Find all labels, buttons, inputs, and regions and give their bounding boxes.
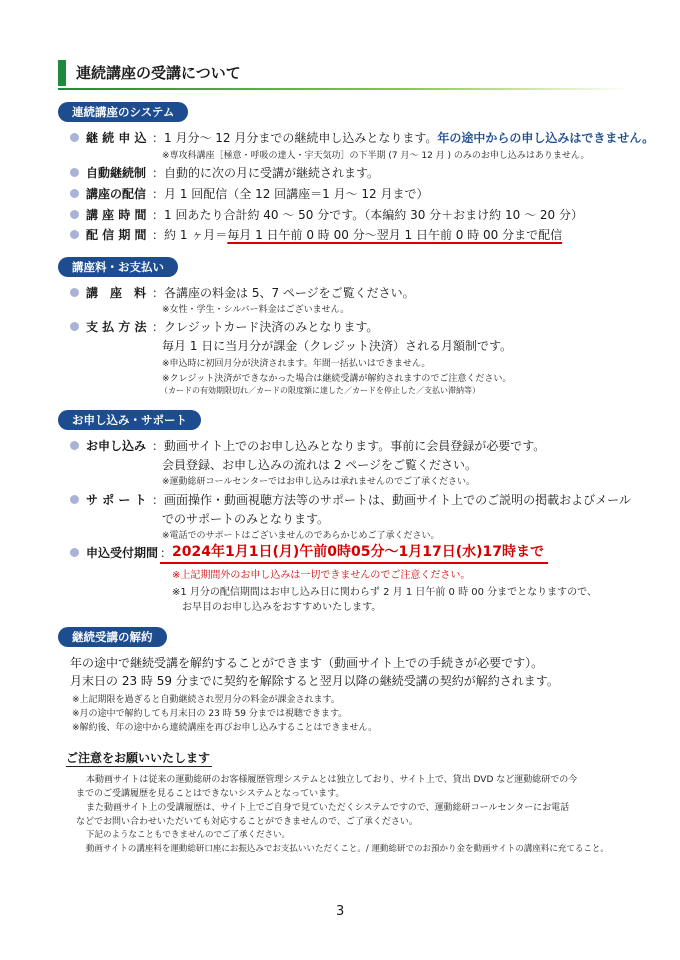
jido-text: ：自動的に次の月に受講が継続されます。: [152, 166, 380, 180]
period-warning: ※上記期間外のお申し込みは一切できませんのでご注意ください。: [172, 570, 471, 581]
cancel-note-1: ※上記期限を過ぎると自動継続され翌月分の料金が課金されます。: [72, 695, 340, 705]
page-title: 連続講座の受講について: [76, 64, 241, 82]
bullet-icon: [70, 548, 79, 557]
period-label: 申込受付期間: [86, 546, 159, 560]
moshikomi-label: お申し込み: [86, 439, 147, 453]
kikan-text-line: [152, 226, 562, 243]
period-note-2: お早目のお申し込みをおすすめいたします。: [182, 602, 382, 613]
keizoku-note: ※専攻科講座［極意・呼吸の達人・宇天気功］の下半期 (7 月〜 12 月 ) のみのお申し込みはありません。: [162, 151, 590, 161]
jikan-label: 講 座 時 間: [86, 208, 147, 222]
bullet-icon: [70, 210, 79, 219]
bullet-icon: [70, 322, 79, 331]
keizoku-text: ：1 月分〜 12 月分までの継続申し込みとなります。: [152, 131, 438, 145]
caution-line-4: などでお問い合わせいただいても対応することができませんので、ご了承ください。: [76, 817, 418, 827]
shiharai-note-1: ※申込時に初回月分が決済されます。年間一括払いはできません。: [162, 359, 431, 369]
support-note: ※電話でのサポートはございませんのであらかじめご了承ください。: [162, 531, 440, 541]
section-header-fee: 講座料・お支払い: [58, 257, 178, 277]
caution-title-underline: [66, 766, 212, 767]
title-accent-mark: [58, 60, 66, 86]
cancel-note-2: ※月の途中で解約しても月末日の 23 時 59 分までは視聴できます。: [72, 709, 348, 719]
shiharai-note-2: ※クレジット決済ができなかった場合は継続受講が解約されますのでご注意ください。: [162, 374, 512, 384]
bullet-icon: [70, 441, 79, 450]
section-header-cancel: 継続受講の解約: [58, 627, 167, 647]
shiharai-text-2: 毎月 1 日に当月分が課金（クレジット決済）される月額制です。: [162, 339, 513, 353]
koza-note: ※女性・学生・シルバー料金はございません。: [162, 305, 350, 315]
kikan-text: ：約 1 ヶ月＝: [152, 228, 228, 242]
bullet-icon: [70, 230, 79, 239]
haishin-label: 講座の配信: [86, 187, 147, 201]
moshikomi-text-1: ：動画サイト上でのお申し込みとなります。事前に会員登録が必要です。: [152, 439, 546, 453]
section-header-apply: お申し込み・サポート: [58, 410, 201, 430]
shiharai-label: 支 払 方 法: [86, 320, 147, 334]
moshikomi-text-2: 会員登録、お申し込みの流れは 2 ページをご覧ください。: [162, 458, 478, 472]
bullet-icon: [70, 288, 79, 297]
section-header-system: 連続講座のシステム: [58, 102, 188, 122]
bullet-icon: [70, 168, 79, 177]
cancel-note-3: ※解約後、年の途中から連続講座を再びお申し込みすることはできません。: [72, 723, 378, 733]
caution-line-2: までのご受講履歴を見ることはできないシステムとなっています。: [76, 789, 345, 799]
caution-line-6: 動画サイトの講座料を運動総研口座にお振込みでお支払いいただくこと。/ 運動総研でのお預かり金を動画サイトの講座料に充てること。: [86, 844, 609, 854]
moshikomi-note: ※運動総研コールセンターではお申し込みは承れませんのでご了承ください。: [162, 477, 476, 487]
keizoku-text-line: [152, 129, 654, 146]
application-period: 2024年1月1日(月)午前0時05分〜1月17日(水)17時まで: [172, 544, 544, 560]
shiharai-text-1: ：クレジットカード決済のみとなります。: [152, 320, 379, 334]
period-underline: [160, 562, 548, 564]
support-text-1: ：画面操作・動画視聴方法等のサポートは、動画サイト上でのご説明の掲載およびメール: [152, 493, 631, 507]
caution-line-5: 下記のようなこともできませんのでご了承ください。: [86, 830, 291, 840]
cancel-text-1: 年の途中で継続受講を解約することができます（動画サイト上での手続きが必要です）。: [70, 656, 544, 670]
shiharai-note-3: （カードの有効期限切れ／カードの限度額に達した／カードを停止した／支払い滞納等）: [160, 386, 480, 395]
kikan-underlined-text: 毎月 1 日午前 0 時 00 分〜翌月 1 日午前 0 時 00 分まで配信: [227, 228, 563, 242]
period-colon: ：: [160, 546, 173, 560]
bullet-icon: [70, 189, 79, 198]
jikan-text: ：1 回あたり合計約 40 〜 50 分です。（本編約 30 分＋おまけ約 10 〜 20 分）: [152, 208, 583, 222]
keizoku-label: 継 続 申 込: [86, 131, 147, 145]
page-title-bar: [58, 60, 630, 86]
caution-title: ご注意をお願いいたします: [66, 751, 211, 765]
bullet-icon: [70, 495, 79, 504]
haishin-text: ：月 1 回配信（全 12 回講座＝1 月〜 12 月まで）: [152, 187, 429, 201]
jido-label: 自動継続制: [86, 166, 147, 180]
caution-line-3: また動画サイト上の受講履歴は、サイト上でご自身で見ていただくシステムですので、運動総研コールセンターにお電話: [86, 803, 570, 813]
title-underline: [58, 88, 630, 90]
koza-text: ：各講座の料金は 5、7 ページをご覧ください。: [152, 286, 415, 300]
cancel-text-2: 月末日の 23 時 59 分までに契約を解除すると翌月以降の継続受講の契約が解約されます。: [70, 674, 559, 688]
support-text-2: でのサポートのみとなります。: [162, 512, 330, 526]
caution-line-1: 本動画サイトは従来の運動総研のお客様履歴管理システムとは独立しており、サイト上で、貸出 DVD など運動総研での今: [86, 775, 578, 785]
support-label: サ ポ ー ト: [86, 493, 147, 507]
page-number: 3: [336, 904, 345, 919]
period-note-1: ※1 月分の配信期間はお申し込み日に関わらず 2 月 1 日午前 0 時 00 分までとなりますので、: [172, 587, 597, 598]
kikan-label: 配 信 期 間: [86, 228, 147, 242]
koza-label: 講 座 料: [86, 286, 147, 300]
keizoku-emphasis: 年の途中からの申し込みはできません。: [437, 131, 655, 145]
bullet-icon: [70, 133, 79, 142]
